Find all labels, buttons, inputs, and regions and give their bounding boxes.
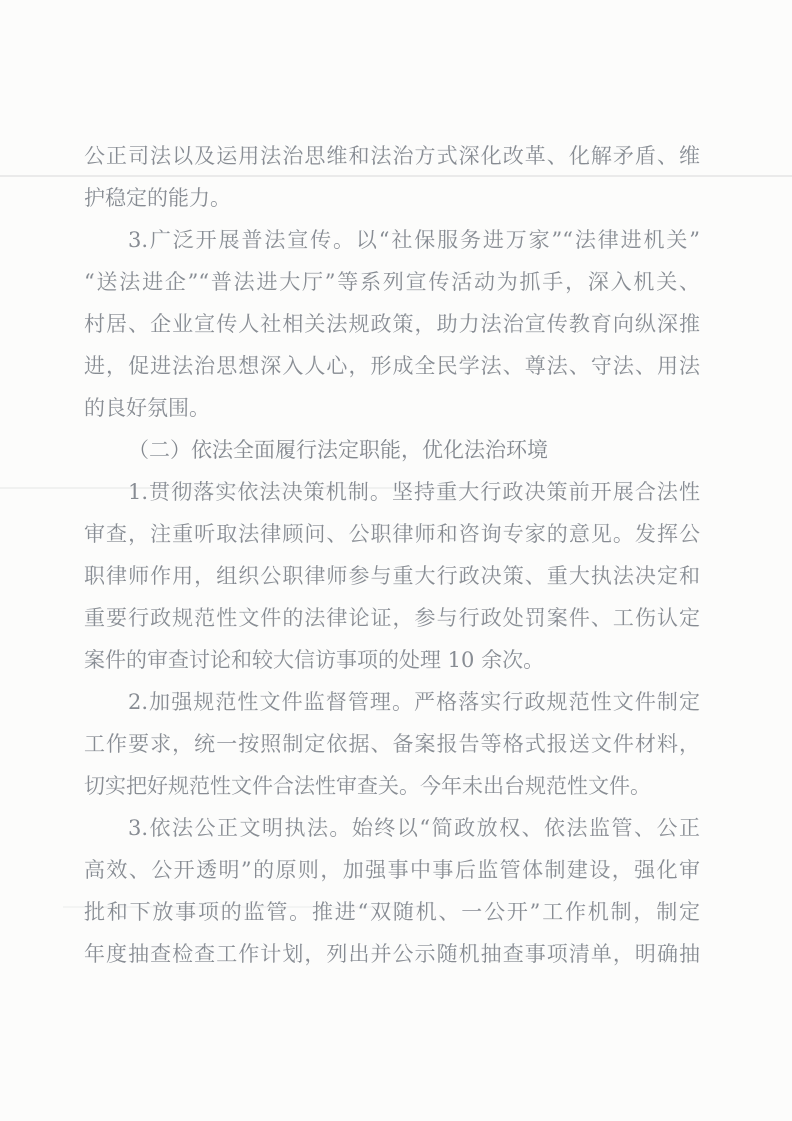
text-line: 3.广泛开展普法宣传。以“社保服务进万家”“法律进机关” bbox=[128, 228, 700, 252]
text-line: 重要行政规范性文件的法律论证，参与行政处罚案件、工伤认定 bbox=[84, 606, 700, 630]
text-line: 3.依法公正文明执法。始终以“简政放权、依法监管、公正 bbox=[128, 816, 700, 840]
text-line: 护稳定的能力。 bbox=[84, 186, 231, 210]
text-line: 审查，注重听取法律顾问、公职律师和咨询专家的意见。发挥公 bbox=[84, 522, 700, 546]
text-line: 工作要求，统一按照制定依据、备案报告等格式报送文件材料， bbox=[84, 732, 700, 756]
text-line: 1.贯彻落实依法决策机制。坚持重大行政决策前开展合法性 bbox=[128, 480, 700, 504]
text-line: 职律师作用，组织公职律师参与重大行政决策、重大执法决定和 bbox=[84, 564, 700, 588]
text-line: “送法进企”“普法进大厅”等系列宣传活动为抓手，深入机关、 bbox=[84, 270, 700, 294]
text-line: 批和下放事项的监管。推进“双随机、一公开”工作机制，制定 bbox=[84, 900, 700, 924]
section-heading: （二）依法全面履行法定职能，优化法治环境 bbox=[128, 438, 548, 462]
text-line: 进，促进法治思想深入人心，形成全民学法、尊法、守法、用法 bbox=[84, 354, 700, 378]
text-line: 2.加强规范性文件监督管理。严格落实行政规范性文件制定 bbox=[128, 690, 700, 714]
text-line: 村居、企业宣传人社相关法规政策，助力法治宣传教育向纵深推 bbox=[84, 312, 700, 336]
text-line: 切实把好规范性文件合法性审查关。今年未出台规范性文件。 bbox=[84, 774, 651, 798]
text-line: 公正司法以及运用法治思维和法治方式深化改革、化解矛盾、维 bbox=[84, 144, 700, 168]
document-body bbox=[84, 135, 700, 975]
text-line: 的良好氛围。 bbox=[84, 396, 210, 420]
text-line: 年度抽查检查工作计划，列出并公示随机抽查事项清单，明确抽 bbox=[84, 942, 700, 966]
text-line: 案件的审查讨论和较大信访事项的处理 10 余次。 bbox=[84, 648, 545, 672]
text-line: 高效、公开透明”的原则，加强事中事后监管体制建设，强化审 bbox=[84, 858, 700, 882]
